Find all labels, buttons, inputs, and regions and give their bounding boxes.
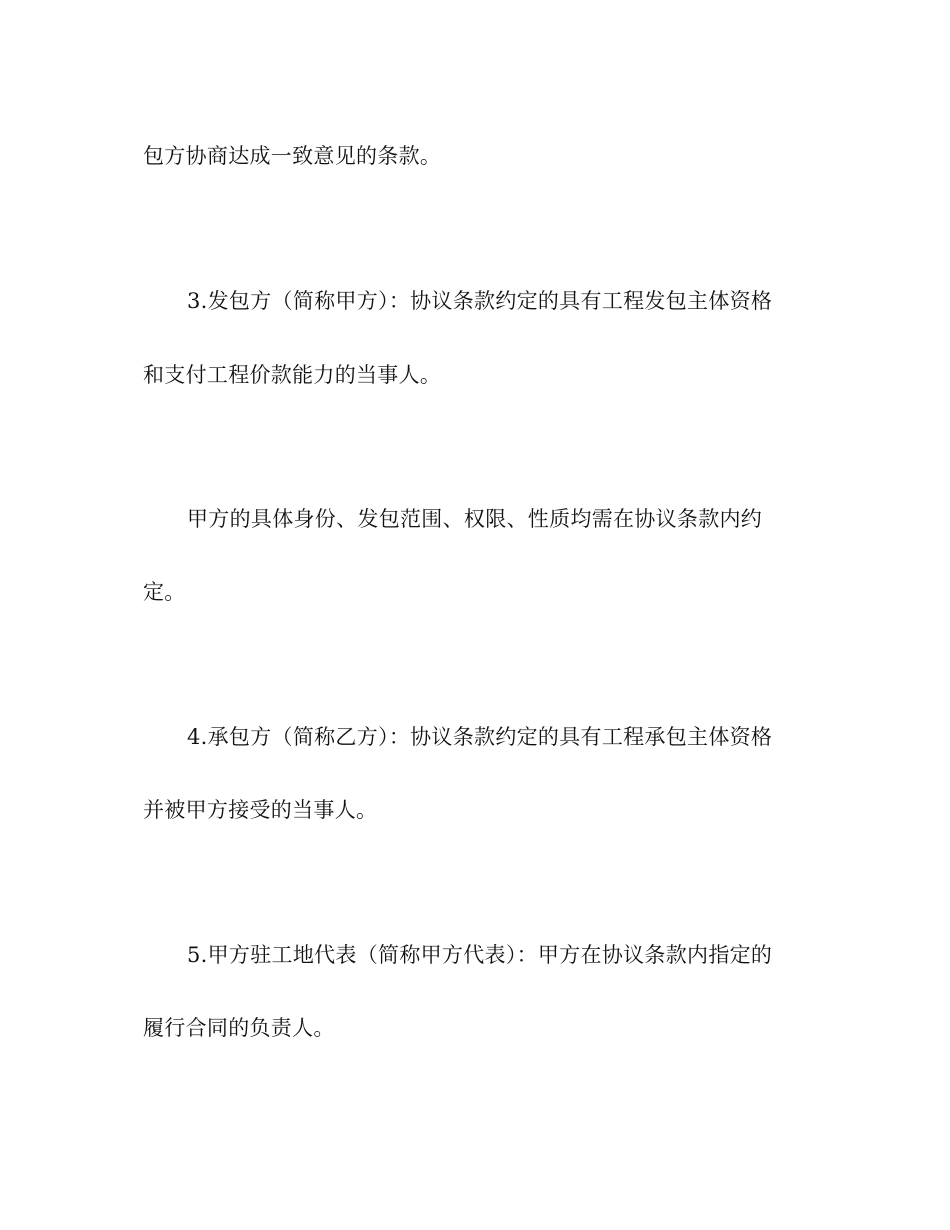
clause-3-line-2: 和支付工程价款能力的当事人。 [143,363,442,387]
clause-4-line-2: 并被甲方接受的当事人。 [143,798,378,822]
clause-3-note-line-1: 甲方的具体身份、发包范围、权限、性质均需在协议条款内约 [187,507,763,531]
clause-3-line-1: 3.发包方（简称甲方）：协议条款约定的具有工程发包主体资格 [187,289,773,313]
clause-3-note-line-2: 定。 [143,580,186,604]
clause-5-line-2: 履行合同的负责人。 [143,1016,335,1040]
clause-4-line-1: 4.承包方（简称乙方）：协议条款约定的具有工程承包主体资格 [187,725,773,749]
clause-5-line-1: 5.甲方驻工地代表（简称甲方代表）：甲方在协议条款内指定的 [187,943,773,967]
paragraph-continuation-line: 包方协商达成一致意见的条款。 [143,144,442,168]
